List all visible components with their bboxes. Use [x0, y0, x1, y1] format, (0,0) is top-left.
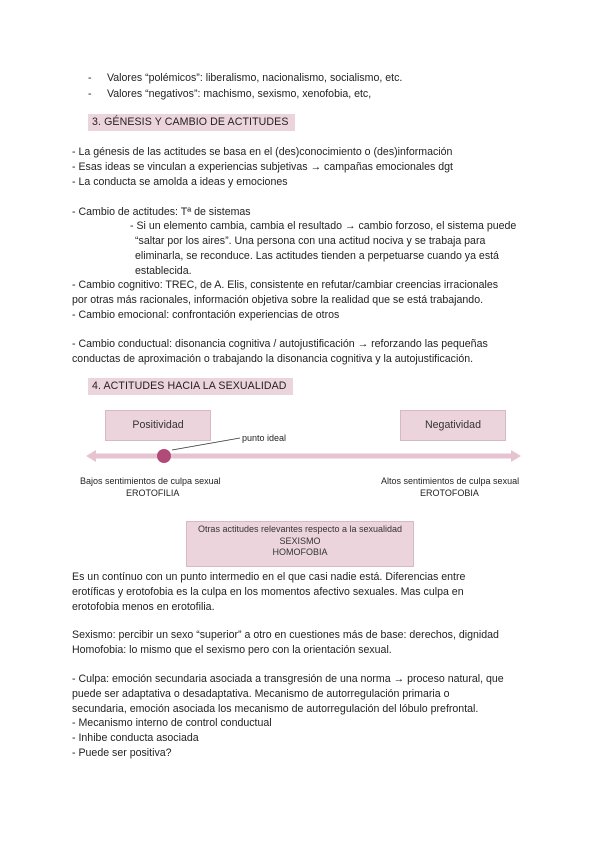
punto-ideal-label: punto ideal: [242, 433, 287, 443]
other-attitudes-title: Otras actitudes relevantes respecto a la sexualidad: [197, 524, 403, 534]
paragraph-line: Homofobia: lo mismo que el sexismo pero con la orientación sexual.: [72, 644, 392, 656]
other-attitudes-box: [186, 521, 414, 567]
paragraph-line: erotíficas y erotofobia es la culpa en los momentos afectivo sexuales. Mas culpa en: [72, 586, 464, 598]
paragraph-line: - Inhibe conducta asociada: [72, 732, 199, 744]
paragraph-line: - La génesis de las actitudes se basa en el (des)conocimiento o (des)información: [72, 146, 453, 158]
erotofilia-term: EROTOFILIA: [126, 488, 180, 498]
paragraph-line: Sexismo: percibir un sexo “superior” a otro en cuestiones más de base: derechos, dignidad: [72, 629, 499, 641]
positividad-box: Positividad: [105, 410, 211, 441]
punto-ideal-dot: [157, 449, 171, 463]
indented-line: eliminarla, se reconduce. Las actitudes tienden a perpetuarse cuando ya está: [135, 250, 499, 262]
homofobia-term: HOMOFOBIA: [272, 547, 328, 557]
erotofobia-term: EROTOFOBIA: [420, 488, 479, 498]
right-arrowhead-icon: [511, 450, 521, 462]
paragraph-line: - Cambio de actitudes: Tª de sistemas: [72, 206, 251, 218]
list-dash: -: [88, 88, 92, 100]
paragraph-line: - Cambio conductual: disonancia cognitiva / autojustificación → reforzando las pequeñas: [72, 338, 488, 350]
list-item-valores-negativos: Valores “negativos”: machismo, sexismo, xenofobia, etc,: [107, 88, 372, 100]
list-item-valores-polemicos: Valores “polémicos”: liberalismo, nacionalismo, socialismo, etc.: [107, 72, 403, 84]
paragraph-line: conductas de aproximación o trabajando la disonancia cognitiva y la autojustificación.: [72, 353, 474, 365]
paragraph-line: secundaria, emoción asociada los mecanismo de autorregulación del lóbulo prefrontal.: [72, 703, 479, 715]
paragraph-line: - Mecanismo interno de control conductual: [72, 717, 272, 729]
paragraph-line: - Puede ser positiva?: [72, 747, 172, 759]
paragraph-line: Es un contínuo con un punto intermedio en el que casi nadie está. Diferencias entre: [72, 571, 466, 583]
indented-line: - Si un elemento cambia, cambia el resultado → cambio forzoso, el sistema puede: [130, 220, 517, 232]
section-4-heading: 4. ACTITUDES HACIA LA SEXUALIDAD: [88, 378, 293, 395]
paragraph-line: por otras más racionales, información objetiva sobre la realidad que se está trabajando.: [72, 294, 484, 306]
paragraph-line: - Culpa: emoción secundaria asociada a transgresión de una norma → proceso natural, que: [72, 673, 504, 685]
indented-line: establecida.: [135, 265, 192, 277]
paragraph-line: erotofobia menos en erotofilia.: [72, 601, 215, 613]
left-arrowhead-icon: [86, 450, 96, 462]
indented-line: “saltar por los aires”. Una persona con una actitud nociva y se trabaja para: [135, 235, 486, 247]
sexismo-term: SEXISMO: [279, 535, 321, 546]
right-caption: Altos sentimientos de culpa sexual: [381, 476, 520, 486]
paragraph-line: - La conducta se amolda a ideas y emociones: [72, 176, 288, 188]
punto-ideal-pointer: [172, 438, 240, 450]
paragraph-line: - Cambio emocional: confrontación experiencias de otros: [72, 309, 340, 321]
section-3-heading: 3. GÉNESIS Y CAMBIO DE ACTITUDES: [88, 114, 295, 131]
negatividad-box: Negatividad: [400, 410, 506, 441]
left-caption: Bajos sentimientos de culpa sexual: [80, 476, 221, 486]
list-dash: -: [88, 72, 92, 84]
paragraph-line: - Cambio cognitivo: TREC, de A. Elis, consistente en refutar/cambiar creencias irracionales: [72, 279, 499, 291]
paragraph-line: puede ser adaptativa o desadaptativa. Mecanismo de autorregulación primaria o: [72, 688, 450, 700]
paragraph-line: - Esas ideas se vinculan a experiencias subjetivas → campañas emocionales dgt: [72, 161, 453, 173]
